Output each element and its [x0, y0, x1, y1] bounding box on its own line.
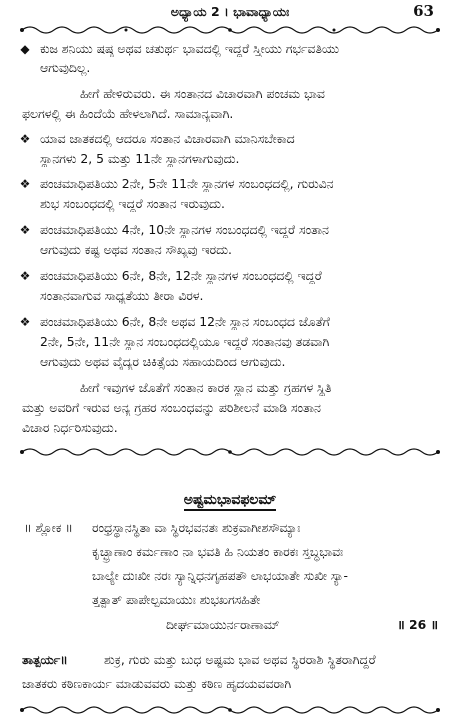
top-item-line: ಆಗುವುದಿಲ್ಲ. — [40, 60, 91, 75]
bullet-line: ಪಂಚಮಾಧಿಪತಿಯು 6ನೇ, 8ನೇ, 12ನೇ ಸ್ಥಾನಗಳ ಸಂಬಂಧದಲ್ಲಿ ಇದ್ದರೆ — [40, 268, 322, 283]
bullet-line: ಸಂತಾನವಾಗುವ ಸಾಧ್ಯತೆಯು ತೀರಾ ವಿರಳ. — [40, 288, 204, 303]
verse-number: ॥ 26 ॥ — [397, 617, 438, 632]
shloka-line: ದೀರ್ಘಮಾಯುರ್ನರಾಣಾಮ್ — [166, 617, 280, 632]
paragraph-line: ಫಲಗಳಲ್ಲಿ ಈ ಹಿಂದೆಯೆ ಹೇಳಲಾಗಿದೆ. ಸಾಮಾನ್ಯವಾಗಿ. — [22, 106, 234, 121]
bullet-line: ಪಂಚಮಾಧಿಪತಿಯು 6ನೇ, 8ನೇ ಅಥವ 12ನೇ ಸ್ಥಾನ ಸಂಬಂಧದ ಜೊತೆಗೆ — [40, 314, 330, 329]
section-heading-text: ಅಷ್ಟಮಭಾವಫಲಮ್ — [184, 492, 276, 511]
shloka-label: ॥ ಶ್ಲೋಕ ॥ — [24, 520, 73, 535]
chapter-title: ಅಧ್ಯಾಯ 2 । ಭಾವಾಧ್ಯಾಯಃ — [170, 4, 290, 19]
page-number: 63 — [413, 2, 434, 20]
top-ornament-border — [18, 24, 442, 36]
page-header — [0, 2, 460, 22]
bullet-line: ಯಾವ ಜಾತಕದಲ್ಲಿ ಆದರೂ ಸಂತಾನ ವಿಚಾರವಾಗಿ ಮಾನಿಸಬೇಕಾದ — [40, 131, 295, 146]
star-bullet-icon: ❖ — [19, 315, 31, 329]
star-bullet-icon: ❖ — [19, 132, 31, 146]
shloka-line: ತ್ತತ್ಪಾತ್ ಪಾಪೇಲ್ಪಮಾಯುಃ ಶುಭಖಗಸಹಿತೇ — [92, 592, 261, 607]
section-heading — [0, 492, 460, 508]
bullet-line: ಆಗುವುದು ಅಥವ ವೈದ್ಯರ ಚಿಕಿತ್ಸೆಯ ಸಹಾಯದಿಂದ ಆಗುವುದು. — [40, 354, 286, 369]
paragraph-line: ಹೀಗೆ ಹೇಳಿರುವರು. ಈ ಸಂತಾನದ ವಿಚಾರವಾಗಿ ಪಂಚಮ ಭಾವ — [80, 86, 325, 101]
paragraph-line: ಹೀಗೆ ಇವುಗಳ ಜೊತೆಗೆ ಸಂತಾನ ಕಾರಕ ಸ್ಥಾನ ಮತ್ತು ಗ್ರಹಗಳ ಸ್ಥಿತಿ — [80, 380, 332, 395]
shloka-line: ರಂಧ್ರಸ್ಥಾನಸ್ಥಿತಾ ವಾ ಸ್ಥಿರಭವನತಃ ಶುಕ್ರವಾಗೀಶಸೌಮ್ಯಾಃ — [92, 520, 301, 535]
bullet-line: ಸ್ಥಾನಗಳು 2, 5 ಮತ್ತು 11ನೇ ಸ್ಥಾನಗಳಾಗುವುದು. — [40, 151, 240, 166]
top-item-line: ಕುಜ ಶನಿಯು ಷಷ್ಠ ಅಥವ ಚತುರ್ಥ ಭಾವದಲ್ಲಿ ಇದ್ದರೆ ಸ್ತ್ರೀಯು ಗರ್ಭವತಿಯು — [40, 41, 340, 56]
diamond-bullet-icon: ◆ — [20, 42, 30, 56]
bullet-line: 2ನೇ, 5ನೇ, 11ನೇ ಸ್ಥಾನ ಸಂಬಂಧದಲ್ಲಿಯೂ ಇದ್ದರೆ ಸಂತಾನವು ತಡವಾಗಿ — [40, 334, 330, 349]
middle-ornament-border — [18, 446, 442, 458]
tatparya-line: ಜಾತಕರು ಕಠಿಣಕಾರ್ಯ ಮಾಡುವವರು ಮತ್ತು ಕಠಿಣ ಹೃದಯವವರಾಗಿ — [22, 676, 292, 691]
bullet-line: ಆಗುವುದು ಕಷ್ಟ ಅಥವ ಸಂತಾನ ಸೌಖ್ಯವು ಇರದು. — [40, 242, 232, 257]
tatparya-line: ಶುಕ್ರ, ಗುರು ಮತ್ತು ಬುಧ ಅಷ್ಟಮ ಭಾವ ಅಥವ ಸ್ಥಿರರಾಶಿ ಸ್ಥಿತರಾಗಿದ್ದರೆ — [104, 652, 376, 667]
star-bullet-icon: ❖ — [19, 269, 31, 283]
bullet-line: ಶುಭ ಸಂಬಂಧದಲ್ಲಿ ಇದ್ದರೆ ಸಂತಾನ ಇರುವುದು. — [40, 196, 225, 211]
star-bullet-icon: ❖ — [19, 223, 31, 237]
bottom-ornament-border — [18, 704, 442, 716]
shloka-line: ಬಾಲ್ಯೇ ದುಃಖೀ ನರಃ ಸ್ಯಾನ್ನಿಧನಗೃಹಪತೌ ಲಾಭಯಾತೇ ಸುಖೀ ಸ್ಯಾ- — [92, 568, 349, 583]
bullet-line: ಪಂಚಮಾಧಿಪತಿಯು 2ನೇ, 5ನೇ 11ನೇ ಸ್ಥಾನಗಳ ಸಂಬಂಧದಲ್ಲಿ, ಗುರುವಿನ — [40, 176, 334, 191]
tatparya-label: ತಾತ್ಪರ್ಯ॥ — [22, 652, 68, 667]
paragraph-line: ಮತ್ತು ಅವರಿಗೆ ಇರುವ ಅನ್ಯ ಗ್ರಹರ ಸಂಬಂಧವನ್ನು ಪರಿಶೀಲನೆ ಮಾಡಿ ಸಂತಾನ — [22, 400, 321, 415]
shloka-line: ಕೃಚ್ಛ್ರಾಣಾಂ ಕರ್ಮಣಾಂ ನಾ ಭವತಿ ಹಿ ನಿಯತಂ ಕಾರಕಃ ಸ್ತಬ್ಧಭಾವಃ — [92, 544, 344, 559]
star-bullet-icon: ❖ — [19, 177, 31, 191]
paragraph-line: ವಿಚಾರ ನಿರ್ಧರಿಸುವುದು. — [22, 420, 118, 435]
bullet-line: ಪಂಚಮಾಧಿಪತಿಯು 4ನೇ, 10ನೇ ಸ್ಥಾನಗಳ ಸಂಬಂಧದಲ್ಲಿ ಇದ್ದರೆ ಸಂತಾನ — [40, 222, 329, 237]
